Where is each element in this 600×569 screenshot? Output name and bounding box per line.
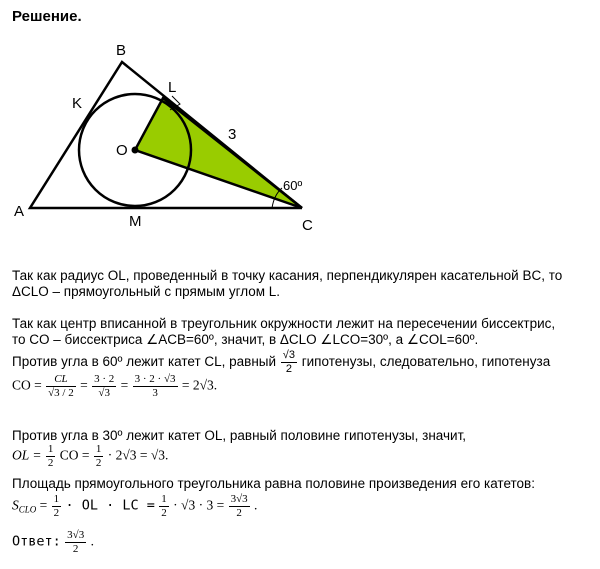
geometry-figure [0,0,600,250]
formula-ol: OL = $\frac{1}{2}$ CO = $\frac{1}{2}$ · 2√3 = √3. [12,443,169,469]
label-b: B [116,42,127,59]
answer-line: Ответ: $\frac{3√3}{2}$ . [12,529,94,555]
fraction-sqrt3-over-2: $\frac{√3}{2}$ [282,349,295,375]
paragraph-3-end: гипотенузы, следовательно, гипотенуза [301,354,551,370]
paragraph-1 [12,268,592,300]
label-side-3: 3 [228,126,237,143]
fraction-6-over-sqrt3: $\frac{3 \cdot 2}{√3}$ [94,373,115,399]
paragraph-3-start: Против угла в 60º лежит катет CL, равный [12,354,277,370]
answer-fraction: $\frac{3√3}{2}$ [67,529,85,555]
center-point-o [132,147,139,154]
paragraph-4: Против угла в 30º лежит катет OL, равный половине гипотенузы, значит, [12,428,467,443]
paragraph-2 [12,316,592,348]
label-k: K [72,95,83,112]
fraction-one-half-a: $\frac{1}{2}$ [47,443,54,469]
paragraph-2-line-1: Так как центр вписанной в треугольник окружности лежит на пересечении биссектрис, [12,316,556,331]
paragraph-5: Площадь прямоугольного треугольника равна половине произведения его катетов: [12,476,535,491]
answer-label: Ответ: [12,533,61,550]
label-m: M [129,213,142,230]
solution-title: Решение. [12,8,82,25]
label-l: L [168,79,177,96]
paragraph-2-line-2: то CO – биссектриса ∠ACB=60º, значит, в ΔCLO ∠LCO=30º, а ∠COL=60º. [12,332,479,347]
paragraph-3 [12,350,592,375]
fraction-one-half-b: $\frac{1}{2}$ [95,443,102,469]
label-c: C [302,217,313,234]
formula-co: CO = $\frac{CL}{√3 / 2}$ = $\frac{3 \cdot 2}{√3}$ = $\frac{3 \cdot 2 \cdot √3}{3}$ = 2√3. [12,373,218,399]
triangle-clo-fill [135,98,302,208]
fraction-3sqrt3-over-2: $\frac{3√3}{2}$ [230,493,248,519]
fraction-one-half-c: $\frac{1}{2}$ [53,493,60,519]
label-o: O [116,142,128,159]
label-angle-60: 60º [283,178,303,193]
fraction-6sqrt3-over-3: $\frac{3 \cdot 2 \cdot √3}{3}$ [134,373,176,399]
formula-area: $S_{CLO}$ = $\frac{1}{2}$ · OL · LC = $\frac{1}{2}$ · √3 · 3 = $\frac{3√3}{2}$ . [12,493,258,519]
fraction-one-half-d: $\frac{1}{2}$ [161,493,167,519]
fraction-cl-over-sqrt3-2: $\frac{CL}{√3 / 2}$ [48,373,74,399]
label-a: A [14,203,25,220]
paragraph-1-line-1: Так как радиус OL, проведенный в точку касания, перпендикулярен касательной BC, то [12,268,563,283]
paragraph-1-line-2: ΔCLO – прямоугольный с прямым углом L. [12,284,281,299]
